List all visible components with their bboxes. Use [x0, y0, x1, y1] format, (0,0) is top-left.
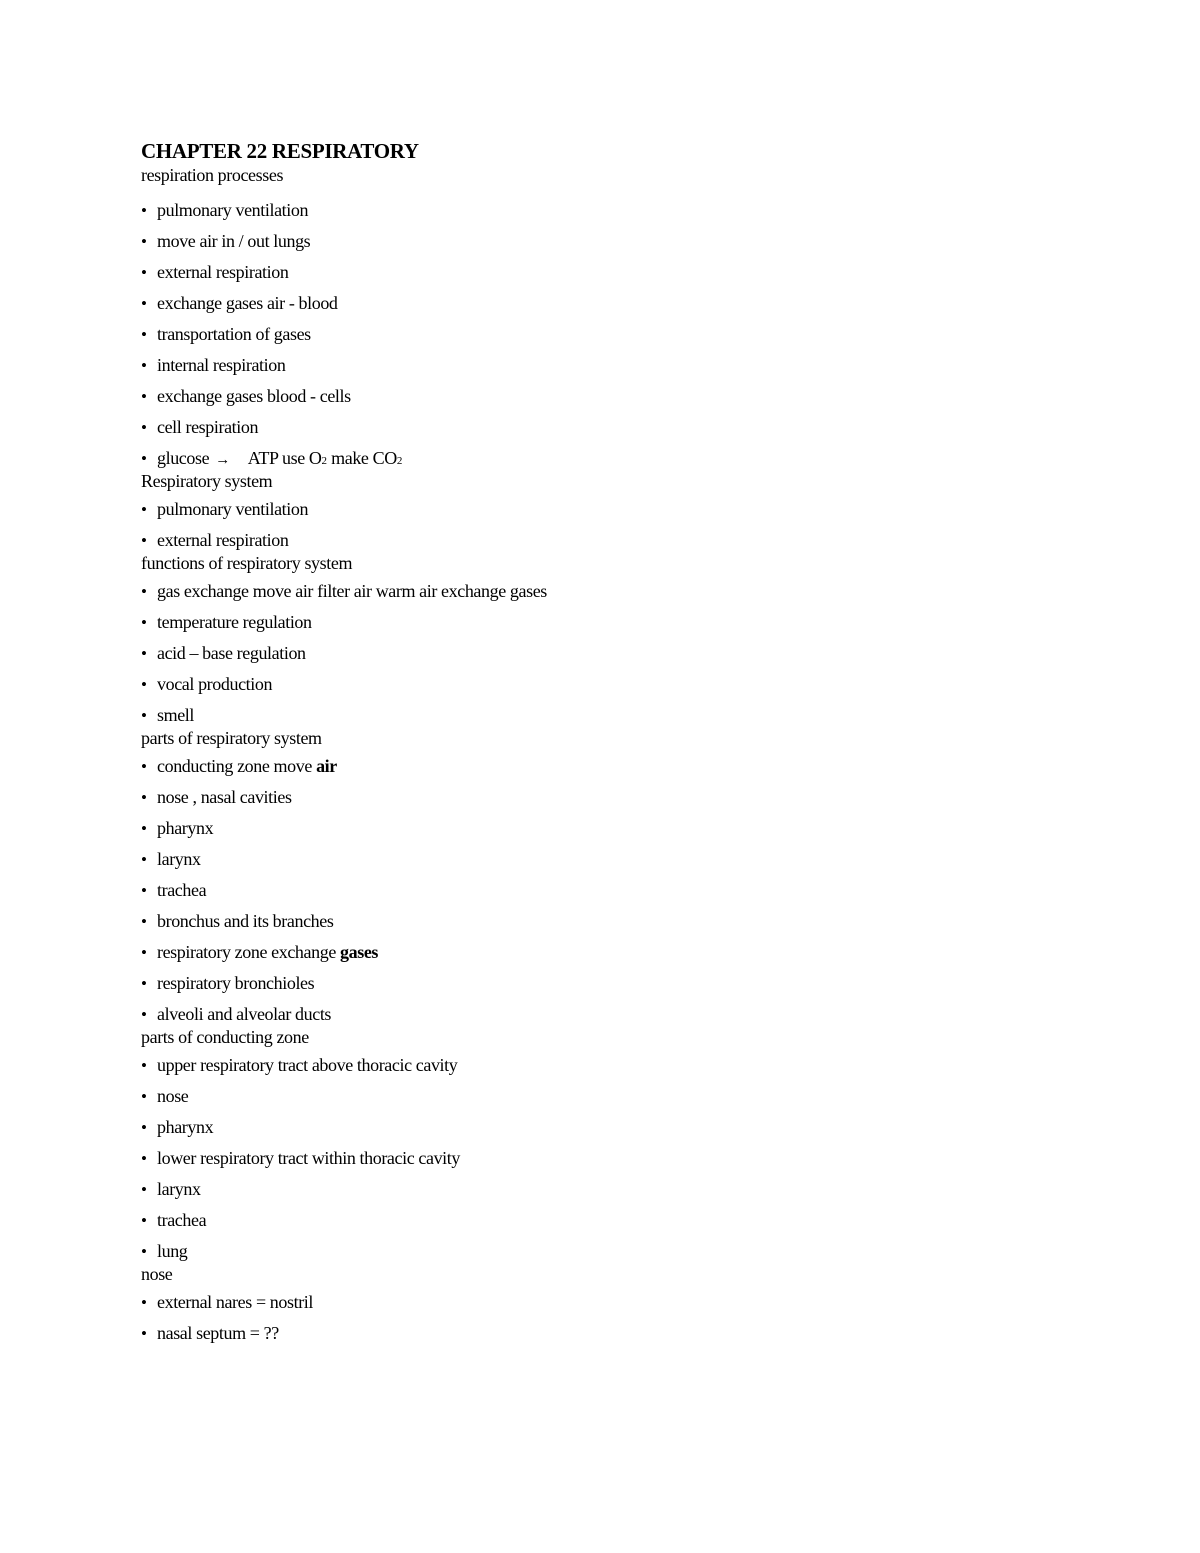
bullet-icon: • [141, 263, 147, 282]
co2-text: make CO [327, 448, 397, 468]
section-heading-respiration-processes: respiration processes [141, 165, 284, 185]
list-item-text: lower respiratory tract within thoracic cavity [157, 1148, 460, 1168]
list-item-text: alveoli and alveolar ducts [157, 1004, 332, 1024]
list-item [141, 1147, 1121, 1170]
list-item-text: vocal production [157, 674, 273, 694]
list-item [141, 416, 1121, 439]
parts-list [141, 755, 1121, 1026]
list-item-text: pharynx [157, 1117, 214, 1137]
list-item-text: pharynx [157, 818, 214, 838]
list-item [141, 580, 1121, 603]
bullet-icon: • [141, 850, 147, 869]
list-item [141, 1178, 1121, 1201]
list-item-text: smell [157, 705, 194, 725]
list-item-text: larynx [157, 1179, 201, 1199]
list-item [141, 292, 1121, 315]
bullet-icon: • [141, 1324, 147, 1343]
functions-list [141, 580, 1121, 727]
bullet-icon: • [141, 232, 147, 251]
section-heading-conducting-zone: parts of conducting zone [141, 1027, 309, 1047]
co2-subscript: 2 [396, 455, 403, 467]
list-item [141, 261, 1121, 284]
bullet-icon: • [141, 1211, 147, 1230]
respiratory-zone-bold: gases [340, 942, 379, 962]
list-item [141, 385, 1121, 408]
list-item [141, 1240, 1121, 1263]
list-item [141, 786, 1121, 809]
list-item [141, 879, 1121, 902]
bullet-icon: • [141, 1087, 147, 1106]
section-heading-parts: parts of respiratory system [141, 728, 322, 748]
list-item [141, 1054, 1121, 1077]
bullet-icon: • [141, 1242, 147, 1261]
conducting-zone-bold: air [316, 756, 337, 776]
list-item-text: lung [157, 1241, 188, 1261]
bullet-icon: • [141, 757, 147, 776]
list-item [141, 323, 1121, 346]
list-item-text: upper respiratory tract above thoracic cavity [157, 1055, 458, 1075]
bullet-icon: • [141, 387, 147, 406]
bullet-icon: • [141, 881, 147, 900]
bullet-icon: • [141, 1149, 147, 1168]
list-item-text: gas exchange move air filter air warm air exchange gases [157, 581, 547, 601]
bullet-icon: • [141, 912, 147, 931]
bullet-icon: • [141, 613, 147, 632]
list-item [141, 673, 1121, 696]
chapter-title: CHAPTER 22 RESPIRATORY [141, 139, 419, 163]
bullet-icon: • [141, 356, 147, 375]
nose-list [141, 1291, 1121, 1345]
bullet-icon: • [141, 500, 147, 519]
list-item-text: trachea [157, 880, 207, 900]
list-item [141, 529, 1121, 552]
list-item [141, 1116, 1121, 1139]
bullet-icon: • [141, 325, 147, 344]
list-item-text: external respiration [157, 530, 289, 550]
bullet-icon: • [141, 418, 147, 437]
list-item-text: transportation of gases [157, 324, 311, 344]
list-item-text: pulmonary ventilation [157, 200, 309, 220]
document-page [141, 138, 1121, 1345]
bullet-icon: • [141, 706, 147, 725]
list-item-text: pulmonary ventilation [157, 499, 309, 519]
bullet-icon: • [141, 974, 147, 993]
list-item [141, 910, 1121, 933]
list-item [141, 1085, 1121, 1108]
list-item [141, 1003, 1121, 1026]
bullet-icon: • [141, 1118, 147, 1137]
list-item-text: trachea [157, 1210, 207, 1230]
list-item [141, 972, 1121, 995]
conducting-zone-list [141, 1054, 1121, 1263]
list-item [141, 354, 1121, 377]
list-item-text: move air in / out lungs [157, 231, 311, 251]
list-item-respiratory-zone [141, 941, 1121, 964]
bullet-icon: • [141, 788, 147, 807]
bullet-icon: • [141, 943, 147, 962]
list-item [141, 1209, 1121, 1232]
list-item-text: acid – base regulation [157, 643, 306, 663]
respiratory-system-list [141, 498, 1121, 552]
bullet-icon: • [141, 1180, 147, 1199]
list-item-text: temperature regulation [157, 612, 312, 632]
list-item-text: internal respiration [157, 355, 286, 375]
respiratory-zone-text: respiratory zone exchange [157, 942, 341, 962]
glucose-text: glucose [157, 448, 210, 468]
respiration-processes-list [141, 199, 1121, 470]
list-item [141, 611, 1121, 634]
list-item [141, 498, 1121, 521]
bullet-icon: • [141, 819, 147, 838]
bullet-icon: • [141, 294, 147, 313]
atp-text: ATP use O [247, 448, 322, 468]
bullet-icon: • [141, 582, 147, 601]
list-item [141, 817, 1121, 840]
list-item-text: bronchus and its branches [157, 911, 334, 931]
list-item [141, 848, 1121, 871]
bullet-icon: • [141, 1005, 147, 1024]
bullet-icon: • [141, 644, 147, 663]
list-item-text: larynx [157, 849, 201, 869]
o2-subscript: 2 [321, 455, 328, 467]
list-item-text: exchange gases blood - cells [157, 386, 351, 406]
bullet-icon: • [141, 201, 147, 220]
list-item-text: nasal septum = ?? [157, 1323, 279, 1343]
conducting-zone-text: conducting zone move [157, 756, 317, 776]
list-item-text: nose [157, 1086, 189, 1106]
bullet-icon: • [141, 531, 147, 550]
section-heading-nose: nose [141, 1264, 173, 1284]
section-heading-functions: functions of respiratory system [141, 553, 353, 573]
list-item-conducting-zone [141, 755, 1121, 778]
section-heading-respiratory-system: Respiratory system [141, 471, 273, 491]
list-item [141, 704, 1121, 727]
list-item-text: external respiration [157, 262, 289, 282]
list-item-text: external nares = nostril [157, 1292, 313, 1312]
list-item-text: exchange gases air - blood [157, 293, 338, 313]
list-item-text: respiratory bronchioles [157, 973, 315, 993]
bullet-icon: • [141, 675, 147, 694]
list-item [141, 199, 1121, 222]
list-item-text: cell respiration [157, 417, 259, 437]
bullet-icon: • [141, 1056, 147, 1075]
list-item [141, 230, 1121, 253]
list-item-text: nose , nasal cavities [157, 787, 292, 807]
list-item [141, 1291, 1121, 1314]
bullet-icon: • [141, 449, 147, 468]
list-item-glucose [141, 447, 1121, 470]
list-item [141, 1322, 1121, 1345]
bullet-icon: • [141, 1293, 147, 1312]
list-item [141, 642, 1121, 665]
right-arrow-icon: → [215, 452, 230, 468]
